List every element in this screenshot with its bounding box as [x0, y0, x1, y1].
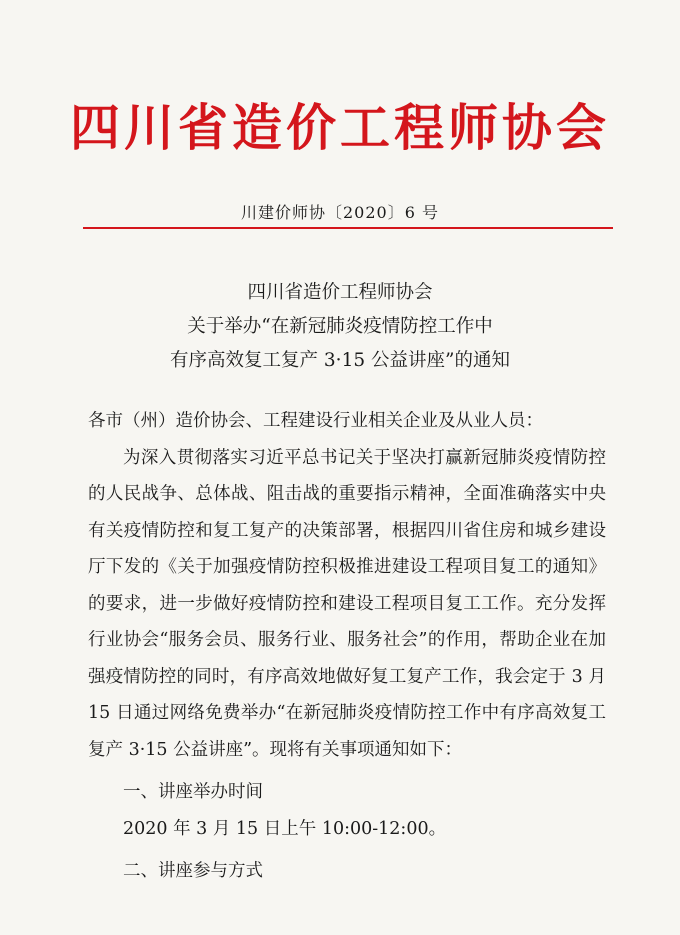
notice-body	[88, 403, 606, 890]
notice-title-line-3: 有序高效复工复产 3·15 公益讲座”的通知	[170, 350, 510, 371]
notice-title-line-1: 四川省造价工程师协会	[247, 282, 433, 303]
org-header-title: 四川省造价工程师协会	[70, 99, 610, 157]
salutation: 各市（州）造价协会、工程建设行业相关企业及从业人员：	[88, 411, 543, 431]
red-divider-line	[83, 227, 613, 229]
notice-title	[0, 276, 680, 378]
section-1-time: 2020 年 3 月 15 日上午 10:00-12:00。	[123, 818, 447, 839]
main-paragraph: 为深入贯彻落实习近平总书记关于坚决打赢新冠肺炎疫情防控的人民战争、总体战、阻击战的重要指示精神，全面准确落实中央有关疫情防控和复工复产的决策部署，根据四川省住房和城乡建设厅下发的《关于加强疫情防控积极推进建设工程项目复工的通知》的要求，进一步做好疫情防控和建设工程项目复工工作。充分发挥行业协会“服务会员、服务行业、服务社会”的作用，帮助企业在加强疫情防控的同时，有序高效地做好复工复产工作，我会定于 3 月 15 日通过网络免费举办“在新冠肺炎疫情防控工作中有序高效复工复产 3·15 公益讲座”。现将有关事项通知如下：	[88, 447, 606, 760]
section-2-heading: 二、讲座参与方式	[123, 861, 263, 881]
document-number: 川建价师协〔2020〕6 号	[241, 203, 439, 222]
notice-title-line-2: 关于举办“在新冠肺炎疫情防控工作中	[187, 316, 493, 337]
section-1-heading: 一、讲座举办时间	[123, 782, 263, 802]
